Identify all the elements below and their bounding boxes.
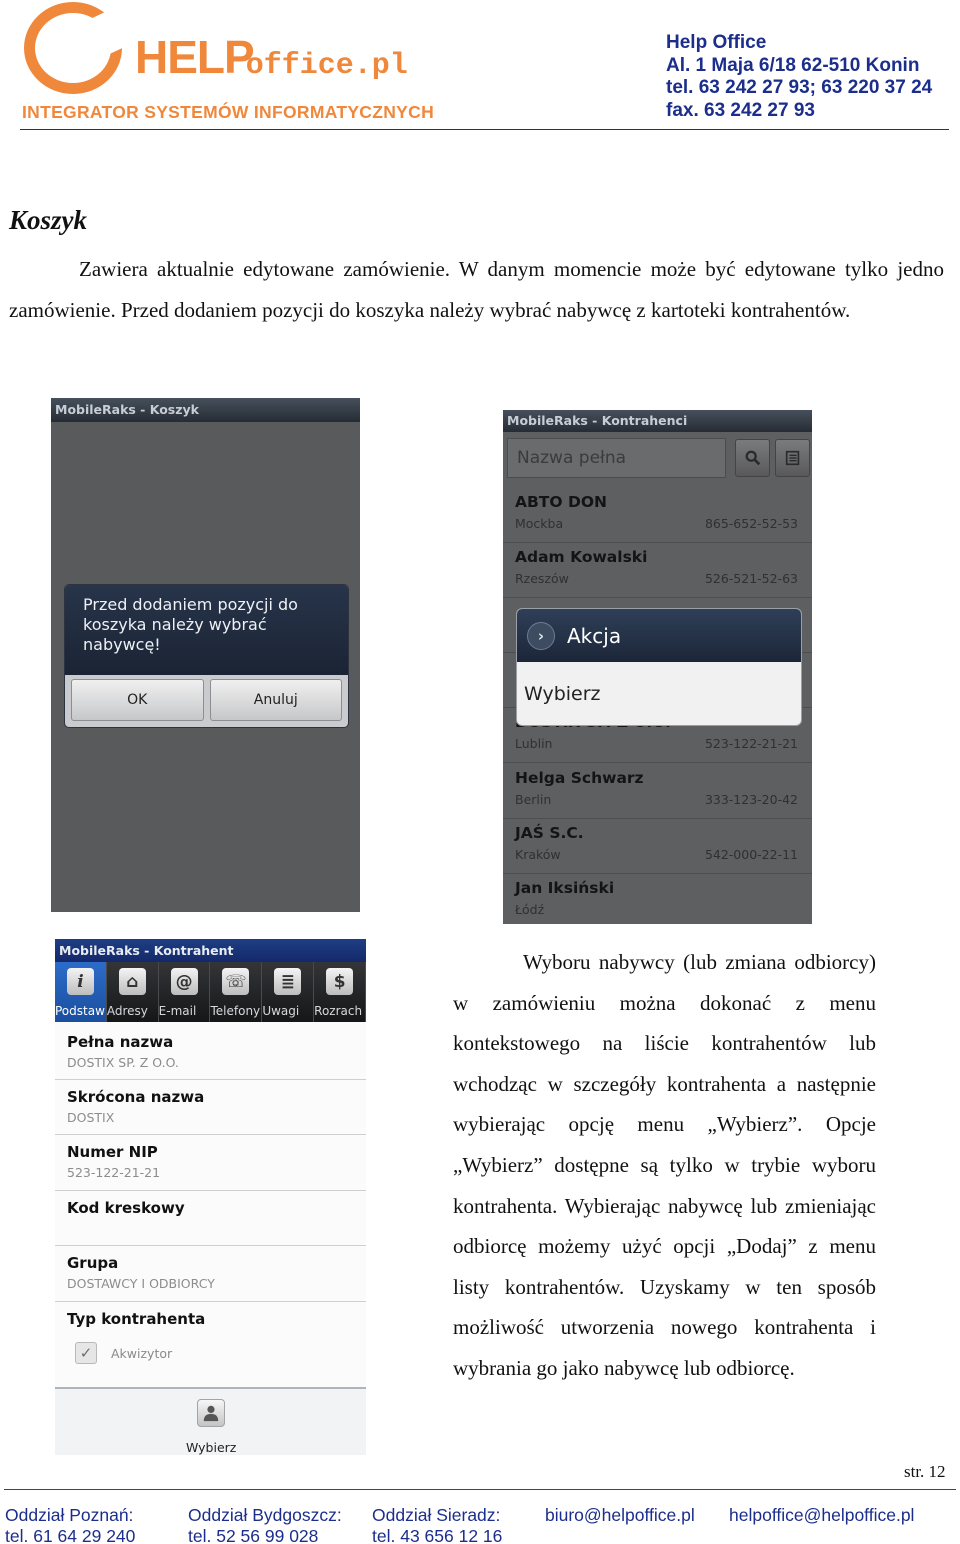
company-logo	[20, 0, 480, 125]
contractor-city: Mockba	[515, 516, 564, 531]
tab-adresy[interactable]	[107, 962, 159, 1022]
footer-sieradz	[372, 1505, 502, 1544]
side-paragraph	[453, 942, 876, 1389]
checkbox-label: Akwizytor	[111, 1346, 173, 1361]
cancel-button[interactable]: Anuluj	[210, 679, 343, 721]
wybierz-button[interactable]: Wybierz	[186, 1440, 237, 1455]
field-label: Kod kreskowy	[67, 1199, 185, 1217]
footer-phone: tel. 61 64 29 240	[5, 1526, 136, 1544]
field-kod-kreskowy	[55, 1191, 366, 1246]
footer-email-helpoffice[interactable]: helpoffice@helpoffice.pl	[729, 1505, 915, 1525]
dialog-message: Przed dodaniem pozycji do koszyka należy wybrać nabywcę!	[65, 585, 348, 675]
tab-label: Rozrach	[314, 1004, 363, 1018]
field-skrocona-nazwa	[55, 1080, 366, 1135]
logo-office: office.pl	[245, 49, 408, 83]
contractor-name: ABTO DON	[515, 493, 607, 511]
at-icon: @	[171, 968, 198, 995]
home-icon: ⌂	[119, 968, 146, 995]
contact-company: Help Office	[666, 32, 767, 53]
screenshot-kontrahenci	[503, 410, 812, 924]
info-icon: i	[67, 968, 94, 995]
ok-button[interactable]: OK	[71, 679, 204, 721]
contact-phone: tel. 63 242 27 93; 63 220 37 24	[666, 77, 933, 98]
footer-phone: tel. 43 656 12 16	[372, 1526, 503, 1544]
field-label: Numer NIP	[67, 1143, 158, 1161]
contractor-nip: 523-122-21-21	[704, 736, 798, 751]
tab-label: Adresy	[106, 1004, 148, 1018]
footer-bydgoszcz	[188, 1505, 342, 1544]
user-silhouette-icon	[202, 1404, 220, 1422]
contractor-nip: 333-123-20-42	[704, 792, 798, 807]
phone-icon: ☏	[222, 968, 249, 995]
akwizytor-checkbox[interactable]: ✓	[75, 1342, 97, 1364]
tab-uwagi[interactable]	[262, 962, 314, 1022]
footer-divider	[4, 1489, 956, 1490]
header-divider	[20, 129, 949, 130]
contractor-name: Jan Iksiński	[515, 879, 615, 897]
footer-phone: tel. 52 56 99 028	[188, 1526, 319, 1544]
tab-label: E-mail	[158, 1004, 197, 1018]
person-icon[interactable]	[197, 1399, 225, 1427]
alert-dialog	[64, 584, 349, 728]
intro-text: Zawiera aktualnie edytowane zamówienie. W danym momencie może być edytowane tylko jedno zamówienie. Przed dodaniem pozycji do koszyka należy wybrać nabywcę z kartoteki kontrahentów.	[9, 257, 944, 322]
section-title: Koszyk	[9, 205, 88, 235]
field-value: DOSTIX SP. Z O.O.	[67, 1055, 179, 1070]
app-titlebar: MobileRaks - Kontrahenci	[503, 410, 812, 432]
dollar-icon: $	[326, 968, 353, 995]
footer-email-biuro[interactable]: biuro@helpoffice.pl	[545, 1505, 695, 1525]
contractor-city: Lublin	[515, 736, 553, 751]
tab-podstaw[interactable]	[55, 962, 107, 1022]
filter-button[interactable]	[775, 439, 810, 477]
tab-telefony[interactable]	[210, 962, 262, 1022]
field-grupa	[55, 1246, 366, 1302]
list-filter-icon	[784, 449, 802, 467]
list-item[interactable]	[503, 819, 812, 874]
field-label: Skrócona nazwa	[67, 1088, 205, 1106]
logo-tagline: INTEGRATOR SYSTEMÓW INFORMATYCZNYCH	[22, 102, 435, 122]
field-numer-nip	[55, 1135, 366, 1191]
contractor-name: JAŚ S.C.	[515, 824, 584, 842]
context-menu	[516, 608, 802, 726]
logo-help: HELP	[135, 31, 254, 83]
menu-item-wybierz[interactable]: Wybierz	[524, 683, 601, 705]
footer-poznan	[5, 1505, 135, 1544]
tab-bar	[55, 962, 366, 1022]
footer-branch: Oddział Sieradz:	[372, 1505, 501, 1525]
search-icon	[744, 449, 762, 467]
logo-text	[135, 30, 408, 84]
list-item[interactable]	[503, 874, 812, 924]
contractor-name: Adam Kowalski	[515, 548, 648, 566]
tab-email[interactable]	[159, 962, 211, 1022]
search-button[interactable]	[735, 439, 770, 477]
tab-label: Podstaw	[55, 1004, 105, 1018]
screenshot-koszyk	[51, 398, 360, 912]
field-value: DOSTAWCY I ODBIORCY	[67, 1276, 215, 1291]
contractor-name: Helga Schwarz	[515, 769, 644, 787]
field-value: 523-122-21-21	[67, 1165, 161, 1180]
context-menu-header	[517, 609, 801, 662]
contact-address: Al. 1 Maja 6/18 62-510 Konin	[666, 54, 920, 76]
list-item[interactable]	[503, 488, 812, 543]
field-typ-kontrahenta	[55, 1302, 366, 1387]
field-value: DOSTIX	[67, 1110, 115, 1125]
screenshot-kontrahent	[55, 939, 366, 1455]
footer-branch: Oddział Bydgoszcz:	[188, 1505, 342, 1525]
bottom-action-bar	[55, 1387, 366, 1455]
contractor-nip: 542-000-22-11	[704, 847, 798, 862]
tab-label: Telefony	[210, 1004, 261, 1018]
contractor-city: Łódź	[515, 902, 545, 917]
contractor-nip: 865-652-52-53	[704, 516, 798, 531]
field-label: Grupa	[67, 1254, 119, 1272]
chevron-right-icon: ›	[527, 622, 555, 650]
page-number: str. 12	[904, 1462, 946, 1481]
search-row	[507, 438, 809, 480]
search-input[interactable]: Nazwa pełna	[507, 438, 726, 478]
list-item[interactable]	[503, 543, 812, 598]
side-text: Wyboru nabywcy (lub zmiana odbiorcy) w zamówieniu można dokonać z menu kontekstowego na liście kontrahentów lub wchodząc w szczegóły kontrahenta a następnie wybierając opcję menu „Wybierz”. Opcje „Wybierz” dostępne są tylko w trybie wyboru kontrahenta. Wybierając nabywcę lub zmieniając odbiorcę możemy użyć opcji „Dodaj” z menu listy kontrahentów. Uzyskamy w ten sposób możliwość utworzenia nowego kontrahenta i wybrania go jako nabywcę lub odbiorcę.	[453, 950, 876, 1380]
field-label: Pełna nazwa	[67, 1033, 174, 1051]
note-icon: ≣	[274, 968, 301, 995]
dialog-buttons	[65, 675, 348, 725]
contractor-nip: 526-521-52-63	[704, 571, 798, 586]
field-pelna-nazwa	[55, 1022, 366, 1080]
contractor-city: Rzeszów	[515, 571, 569, 586]
field-label: Typ kontrahenta	[67, 1310, 206, 1328]
contact-fax: fax. 63 242 27 93	[666, 99, 815, 121]
tab-rozrach[interactable]	[314, 962, 366, 1022]
list-item[interactable]	[503, 764, 812, 819]
contact-block	[666, 32, 932, 122]
app-titlebar: MobileRaks - Koszyk	[51, 398, 360, 422]
tab-label: Uwagi	[262, 1004, 300, 1018]
context-menu-title: Akcja	[567, 623, 622, 648]
contractor-city: Kraków	[515, 847, 561, 862]
contractor-city: Berlin	[515, 792, 552, 807]
footer-branch: Oddział Poznań:	[5, 1505, 134, 1525]
app-titlebar: MobileRaks - Kontrahent	[55, 939, 366, 962]
intro-paragraph	[9, 249, 944, 330]
